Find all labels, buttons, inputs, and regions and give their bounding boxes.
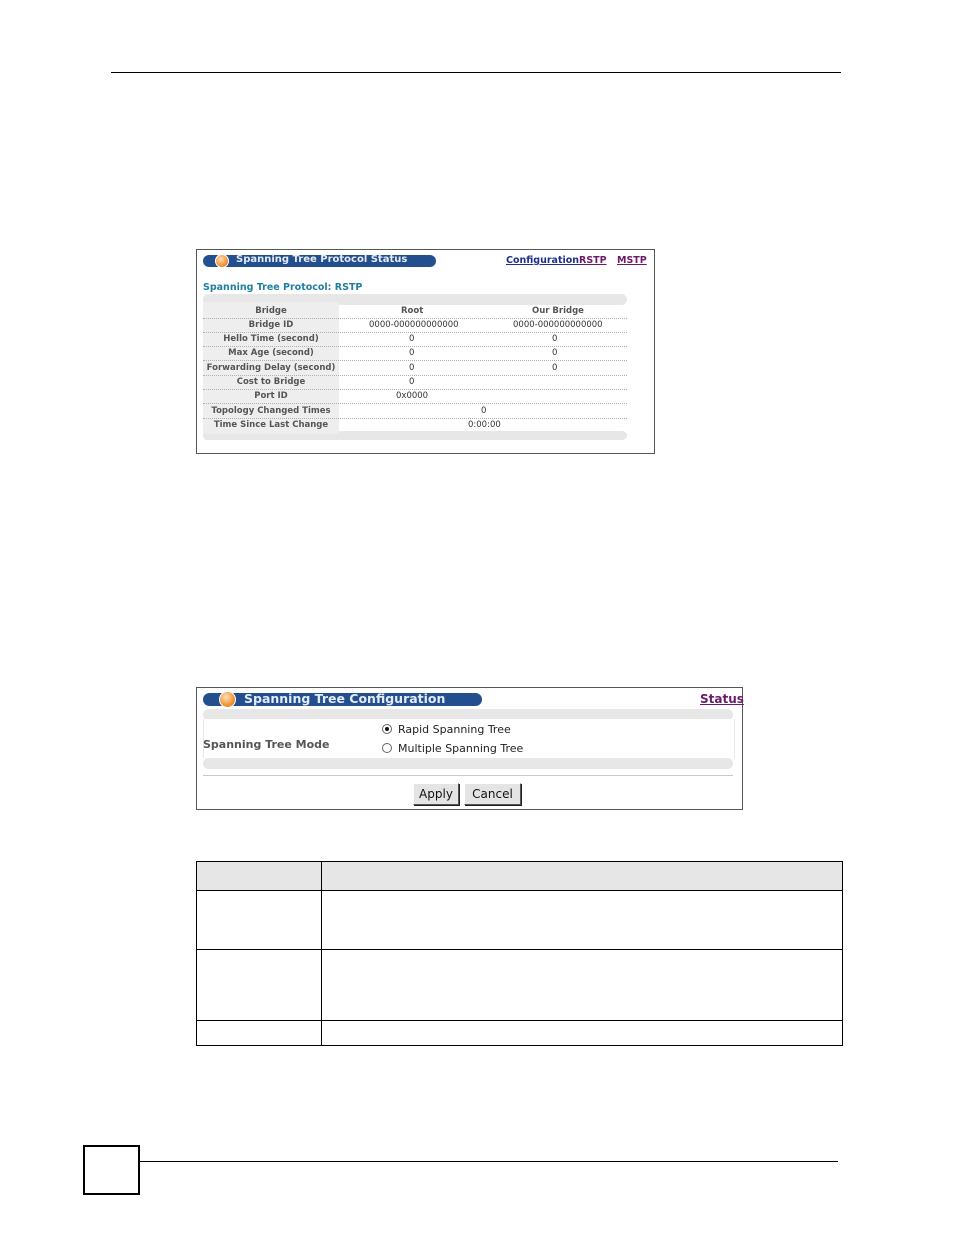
status-link[interactable]: Status xyxy=(700,692,744,706)
panel-title: Spanning Tree Configuration xyxy=(244,691,446,706)
header-bridge: Bridge xyxy=(255,306,287,316)
mode-label: Spanning Tree Mode xyxy=(203,738,330,751)
row-divider xyxy=(203,375,627,376)
row-root-value: 0000-000000000000 xyxy=(369,320,459,330)
row-divider xyxy=(203,403,627,404)
page-number-box xyxy=(83,1145,140,1195)
span-row-value: 0 xyxy=(481,406,487,416)
row-divider xyxy=(203,332,627,333)
row-our-value: 0000-000000000000 xyxy=(513,320,603,330)
footer-rule xyxy=(140,1161,838,1162)
row-root-value: 0x0000 xyxy=(396,391,429,401)
form-bottom-bar xyxy=(203,758,733,769)
row-divider xyxy=(197,949,842,950)
configuration-link[interactable]: Configuration xyxy=(506,255,580,266)
row-root-value: 0 xyxy=(409,334,415,344)
spanning-tree-status-panel xyxy=(196,249,655,454)
row-our-value: 0 xyxy=(552,348,558,358)
header-our-bridge: Our Bridge xyxy=(532,306,584,316)
row-divider xyxy=(203,346,627,347)
row-label: Forwarding Delay (second) xyxy=(206,363,336,373)
rstp-link[interactable]: RSTP xyxy=(579,255,607,266)
span-row-label: Topology Changed Times xyxy=(211,406,331,416)
row-our-value: 0 xyxy=(552,363,558,373)
form-divider xyxy=(203,775,733,776)
span-row-value: 0:00:00 xyxy=(468,420,501,430)
row-divider xyxy=(197,1020,842,1021)
mstp-link[interactable]: MSTP xyxy=(617,255,647,266)
row-our-value: 0 xyxy=(552,334,558,344)
row-label: Max Age (second) xyxy=(228,348,314,358)
row-label: Hello Time (second) xyxy=(223,334,319,344)
rapid-spanning-tree-radio[interactable] xyxy=(382,724,392,734)
table-header-row xyxy=(197,862,842,891)
orb-icon xyxy=(215,254,229,268)
row-root-value: 0 xyxy=(409,363,415,373)
column-divider xyxy=(321,862,322,1045)
spanning-tree-config-panel xyxy=(196,687,743,810)
apply-button[interactable]: Apply xyxy=(413,783,459,805)
row-label: Port ID xyxy=(254,391,288,401)
row-root-value: 0 xyxy=(409,377,415,387)
row-label: Cost to Bridge xyxy=(236,377,306,387)
multiple-spanning-tree-radio[interactable] xyxy=(382,743,392,753)
row-divider xyxy=(203,360,627,361)
row-label: Bridge ID xyxy=(248,320,294,330)
row-root-value: 0 xyxy=(409,348,415,358)
protocol-subtitle: Spanning Tree Protocol: RSTP xyxy=(203,282,363,293)
row-divider xyxy=(203,318,627,319)
rapid-spanning-tree-label[interactable]: Rapid Spanning Tree xyxy=(398,723,511,736)
multiple-spanning-tree-label[interactable]: Multiple Spanning Tree xyxy=(398,742,524,755)
orb-icon xyxy=(219,691,236,708)
row-divider xyxy=(203,389,627,390)
row-divider xyxy=(203,418,627,419)
cancel-button[interactable]: Cancel xyxy=(464,783,521,805)
span-row-label: Time Since Last Change xyxy=(213,420,329,430)
panel-title: Spanning Tree Protocol Status xyxy=(236,254,408,265)
field-description-table xyxy=(196,861,843,1046)
header-rule xyxy=(111,72,841,73)
header-root: Root xyxy=(401,306,424,316)
